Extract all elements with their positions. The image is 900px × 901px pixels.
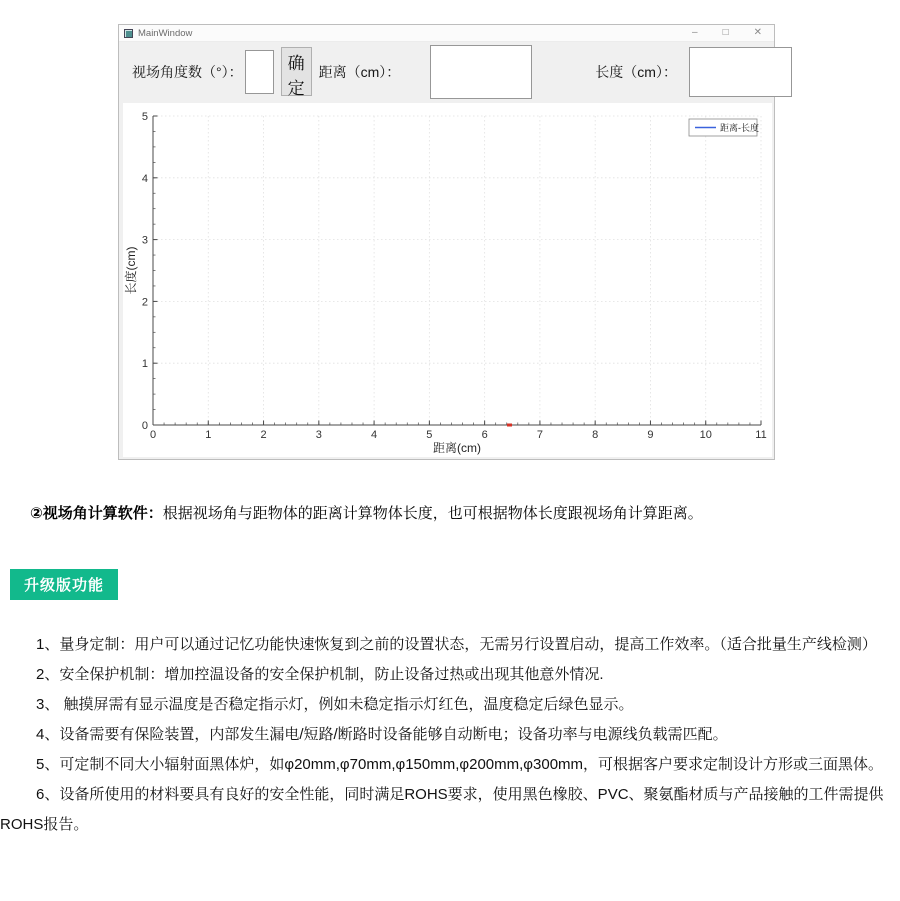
app-icon: [124, 29, 133, 38]
svg-text:10: 10: [699, 429, 712, 441]
window-controls: [692, 28, 774, 38]
svg-text:9: 9: [647, 429, 654, 441]
maximize-icon[interactable]: □: [722, 27, 729, 38]
length-label: 长度（cm）：: [595, 63, 677, 80]
svg-text:4: 4: [141, 172, 148, 185]
confirm-button[interactable]: 确定: [281, 47, 312, 96]
svg-text:长度(cm): 长度(cm): [124, 246, 138, 295]
svg-text:距离(cm): 距离(cm): [433, 441, 481, 455]
fov-chart: [123, 103, 772, 457]
svg-text:5: 5: [141, 111, 148, 123]
main-window: [118, 24, 775, 460]
close-icon[interactable]: ✕: [753, 27, 762, 38]
feature-item-4: 4、设备需要有保险装置，内部发生漏电/短路/断路时设备能够自动断电；设备功率与电源线负载需匹配。: [36, 726, 728, 743]
svg-text:11: 11: [755, 429, 767, 441]
svg-text:1: 1: [141, 358, 148, 371]
distance-input[interactable]: [430, 45, 532, 99]
svg-text:2: 2: [260, 429, 267, 441]
window-title: MainWindow: [138, 27, 193, 39]
feature-item-2: 2、安全保护机制：增加控温设备的安全保护机制，防止设备过热或出现其他意外情况.: [36, 666, 604, 683]
svg-text:3: 3: [141, 234, 148, 247]
svg-text:距离-长度: 距离-长度: [720, 123, 759, 133]
svg-text:6: 6: [481, 429, 488, 441]
description-lead: ②视场角计算软件：: [30, 505, 163, 522]
fov-input[interactable]: [245, 50, 274, 94]
svg-text:3: 3: [315, 429, 322, 441]
length-input[interactable]: [689, 47, 792, 97]
section-badge: 升级版功能: [10, 569, 118, 600]
feature-item-3: 3、 触摸屏需有显示温度是否稳定指示灯，例如未稳定指示灯红色，温度稳定后绿色显示。: [36, 696, 634, 713]
svg-text:8: 8: [592, 429, 599, 441]
svg-text:7: 7: [536, 429, 543, 441]
svg-text:0: 0: [149, 429, 157, 441]
features-list: [0, 630, 892, 840]
titlebar: [119, 25, 774, 42]
feature-item-6: 6、设备所使用的材料要具有良好的安全性能，同时满足ROHS要求，使用黑色橡胶、PVC、聚氨酯材质与产品接触的工件需提供ROHS报告。: [0, 786, 884, 833]
description: [30, 503, 880, 525]
description-text: 根据视场角与距物体的距离计算物体长度，也可根据物体长度跟视场角计算距离。: [162, 505, 703, 522]
toolbar: [119, 42, 774, 101]
svg-text:0: 0: [141, 420, 148, 432]
svg-text:4: 4: [371, 429, 378, 441]
svg-text:2: 2: [141, 296, 148, 309]
fov-label: 视场角度数（°）：: [132, 63, 243, 80]
svg-text:1: 1: [205, 429, 212, 441]
feature-item-5: 5、可定制不同大小辐射面黑体炉，如φ20mm,φ70mm,φ150mm,φ200mm,φ300mm，可根据客户要求定制设计方形或三面黑体。: [36, 756, 884, 773]
feature-item-1: 1、量身定制：用户可以通过记忆功能快速恢复到之前的设置状态，无需另行设置启动，提高工作效率。（适合批量生产线检测）: [36, 636, 877, 653]
minimize-icon[interactable]: –: [692, 27, 698, 38]
distance-label: 距离（cm）：: [318, 63, 401, 80]
svg-text:5: 5: [426, 429, 433, 441]
